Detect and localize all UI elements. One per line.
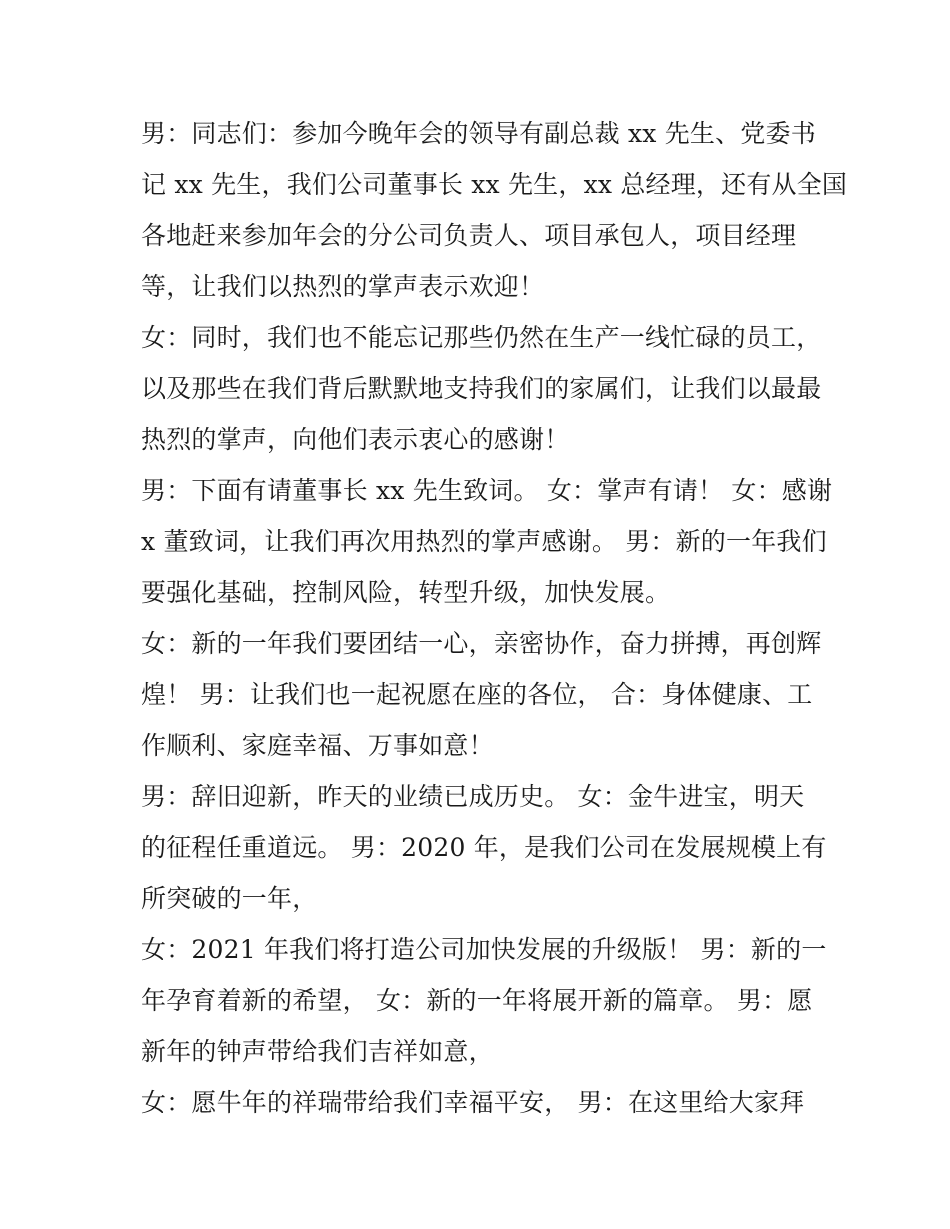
text-line: 作顺利、家庭幸福、万事如意！ [141, 731, 494, 760]
text-line: 煌！ 男：让我们也一起祝愿在座的各位， 合：身体健康、工 [141, 680, 813, 709]
text-line: 男：同志们：参加今晚年会的领导有副总裁 xx 先生、党委书 [141, 119, 816, 148]
text-line: x 董致词，让我们再次用热烈的掌声感谢。 男：新的一年我们 [141, 527, 827, 556]
text-line: 记 xx 先生，我们公司董事长 xx 先生，xx 总经理，还有从全国 [141, 170, 848, 199]
text-line: 男：辞旧迎新，昨天的业绩已成历史。 女：金牛进宝，明天 [141, 782, 805, 811]
text-line: 年孕育着新的希望， 女：新的一年将展开新的篇章。 男：愿 [141, 986, 813, 1015]
text-line: 要强化基础，控制风险，转型升级，加快发展。 [141, 578, 671, 607]
text-line: 热烈的掌声，向他们表示衷心的感谢！ [141, 425, 570, 454]
text-line: 女：2021 年我们将打造公司加快发展的升级版！ 男：新的一 [141, 935, 827, 964]
text-line: 各地赶来参加年会的分公司负责人、项目承包人，项目经理 [141, 221, 797, 250]
text-line: 女：新的一年我们要团结一心，亲密协作，奋力拼搏，再创辉 [141, 629, 822, 658]
text-line: 新年的钟声带给我们吉祥如意， [141, 1037, 494, 1066]
text-line: 等，让我们以热烈的掌声表示欢迎！ [141, 272, 545, 301]
text-line: 女：愿牛年的祥瑞带给我们幸福平安， 男：在这里给大家拜 [141, 1088, 805, 1117]
text-line: 的征程任重道远。 男：2020 年，是我们公司在发展规模上有 [141, 833, 827, 862]
text-line: 女：同时，我们也不能忘记那些仍然在生产一线忙碌的员工， [141, 323, 822, 352]
text-line: 以及那些在我们背后默默地支持我们的家属们，让我们以最最 [141, 374, 822, 403]
text-line: 男：下面有请董事长 xx 先生致词。 女：掌声有请！ 女：感谢 [141, 476, 833, 505]
document-body [141, 108, 848, 1128]
text-line: 所突破的一年， [141, 884, 318, 913]
